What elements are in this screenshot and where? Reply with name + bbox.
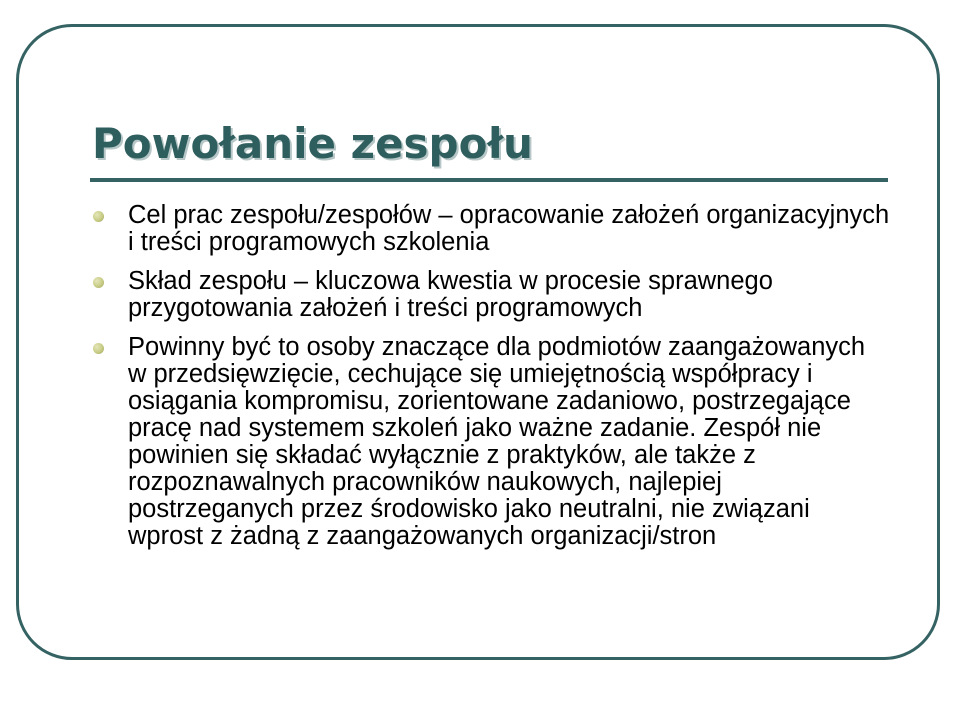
bullet-dot-icon [93,211,104,222]
bullet-list [90,202,890,562]
bullet-dot-icon [93,277,104,288]
bullet-text: Powinny być to osoby znaczące dla podmiotów zaangażowanych w przedsięwzięcie, cechujące się umiejętnością współpracy i osiągania kompromisu, zorientowane zadaniowo, postrzegające pracę nad systemem szkoleń jako ważne zadanie. Zespół nie powinien się składać wyłącznie z praktyków, ale także z rozpoznawalnych pracowników naukowych, najlepiej postrzeganych przez środowisko jako neutralni, nie związani wprost z żadną z zaangażowanych organizacji/stron [128,333,866,550]
slide-title: Powołanie zespołu [92,119,533,168]
bullet-item [90,334,890,550]
bullet-text: Skład zespołu – kluczowa kwestia w procesie sprawnego przygotowania założeń i treści programowych [128,267,773,322]
bullet-text: Cel prac zespołu/zespołów – opracowanie założeń organizacyjnych i treści programowych szkolenia [128,201,890,256]
title-underline [90,178,888,182]
bullet-item [90,202,890,256]
bullet-dot-icon [93,343,104,354]
bullet-item [90,268,890,322]
